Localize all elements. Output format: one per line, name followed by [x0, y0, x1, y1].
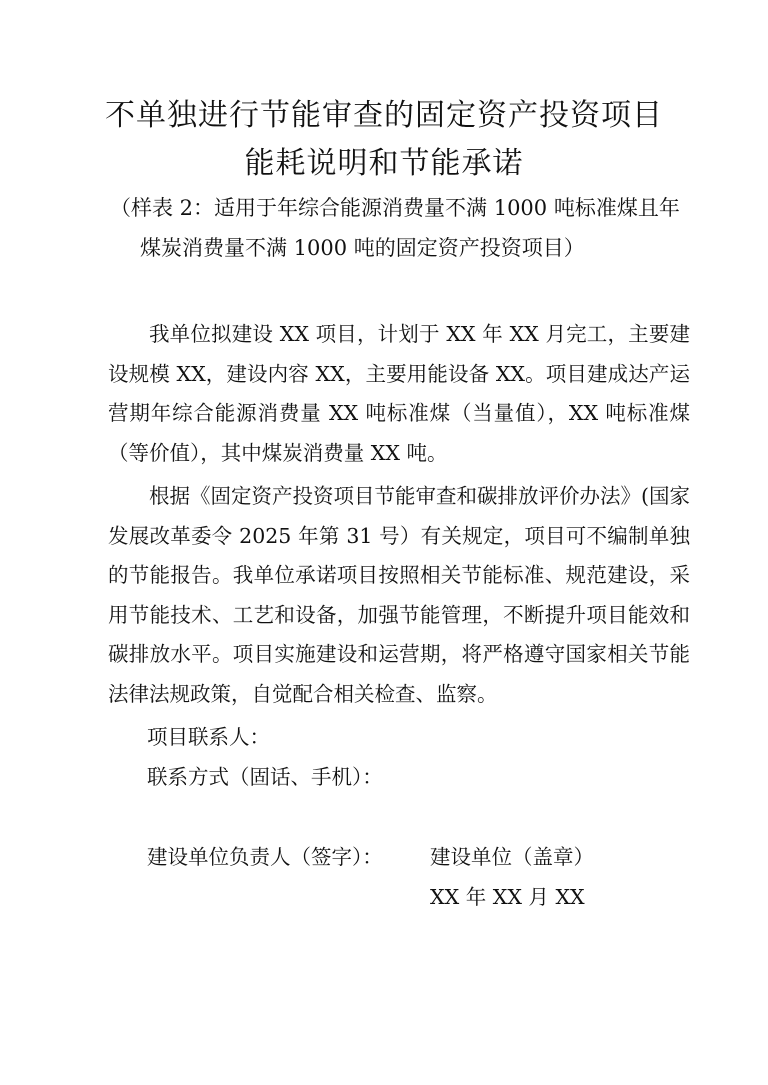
organization-seal-label: 建设单位（盖章）	[430, 845, 594, 869]
body-paragraph-2: 根据《固定资产投资项目节能审查和碳排放评价办法》(国家发展改革委令 2025 年第 31 号）有关规定，项目可不编制单独的节能报告。我单位承诺项目按照相关节能标准、规范建设，采用节能技术、工艺和设备，加强节能管理，不断提升项目能效和碳排放水平。项目实施建设和运营期，将严格遵守国家相关节能法律法规政策，自觉配合相关检查、监察。	[108, 484, 690, 706]
document-title-line-2: 能耗说明和节能承诺	[244, 146, 524, 181]
document-title-line-1: 不单独进行节能审查的固定资产投资项目	[105, 98, 663, 133]
body-paragraph-1: 我单位拟建设 XX 项目，计划于 XX 年 XX 月完工，主要建设规模 XX，建设内容 XX，主要用能设备 XX。项目建成达产运营期年综合能源消费量 XX 吨标准煤（当量值），XX 吨标准煤（等价值），其中煤炭消费量 XX 吨。	[108, 322, 690, 465]
signer-label: 建设单位负责人（签字）：	[147, 845, 383, 869]
contact-person-label: 项目联系人：	[147, 725, 270, 749]
contact-method-label: 联系方式（固话、手机）：	[147, 765, 383, 789]
document-subtitle-line-1: （样表 2：适用于年综合能源消费量不满 1000 吨标准煤且年	[110, 196, 680, 220]
signature-date: XX 年 XX 月 XX	[430, 885, 585, 909]
document-subtitle-line-2: 煤炭消费量不满 1000 吨的固定资产投资项目）	[140, 236, 585, 260]
